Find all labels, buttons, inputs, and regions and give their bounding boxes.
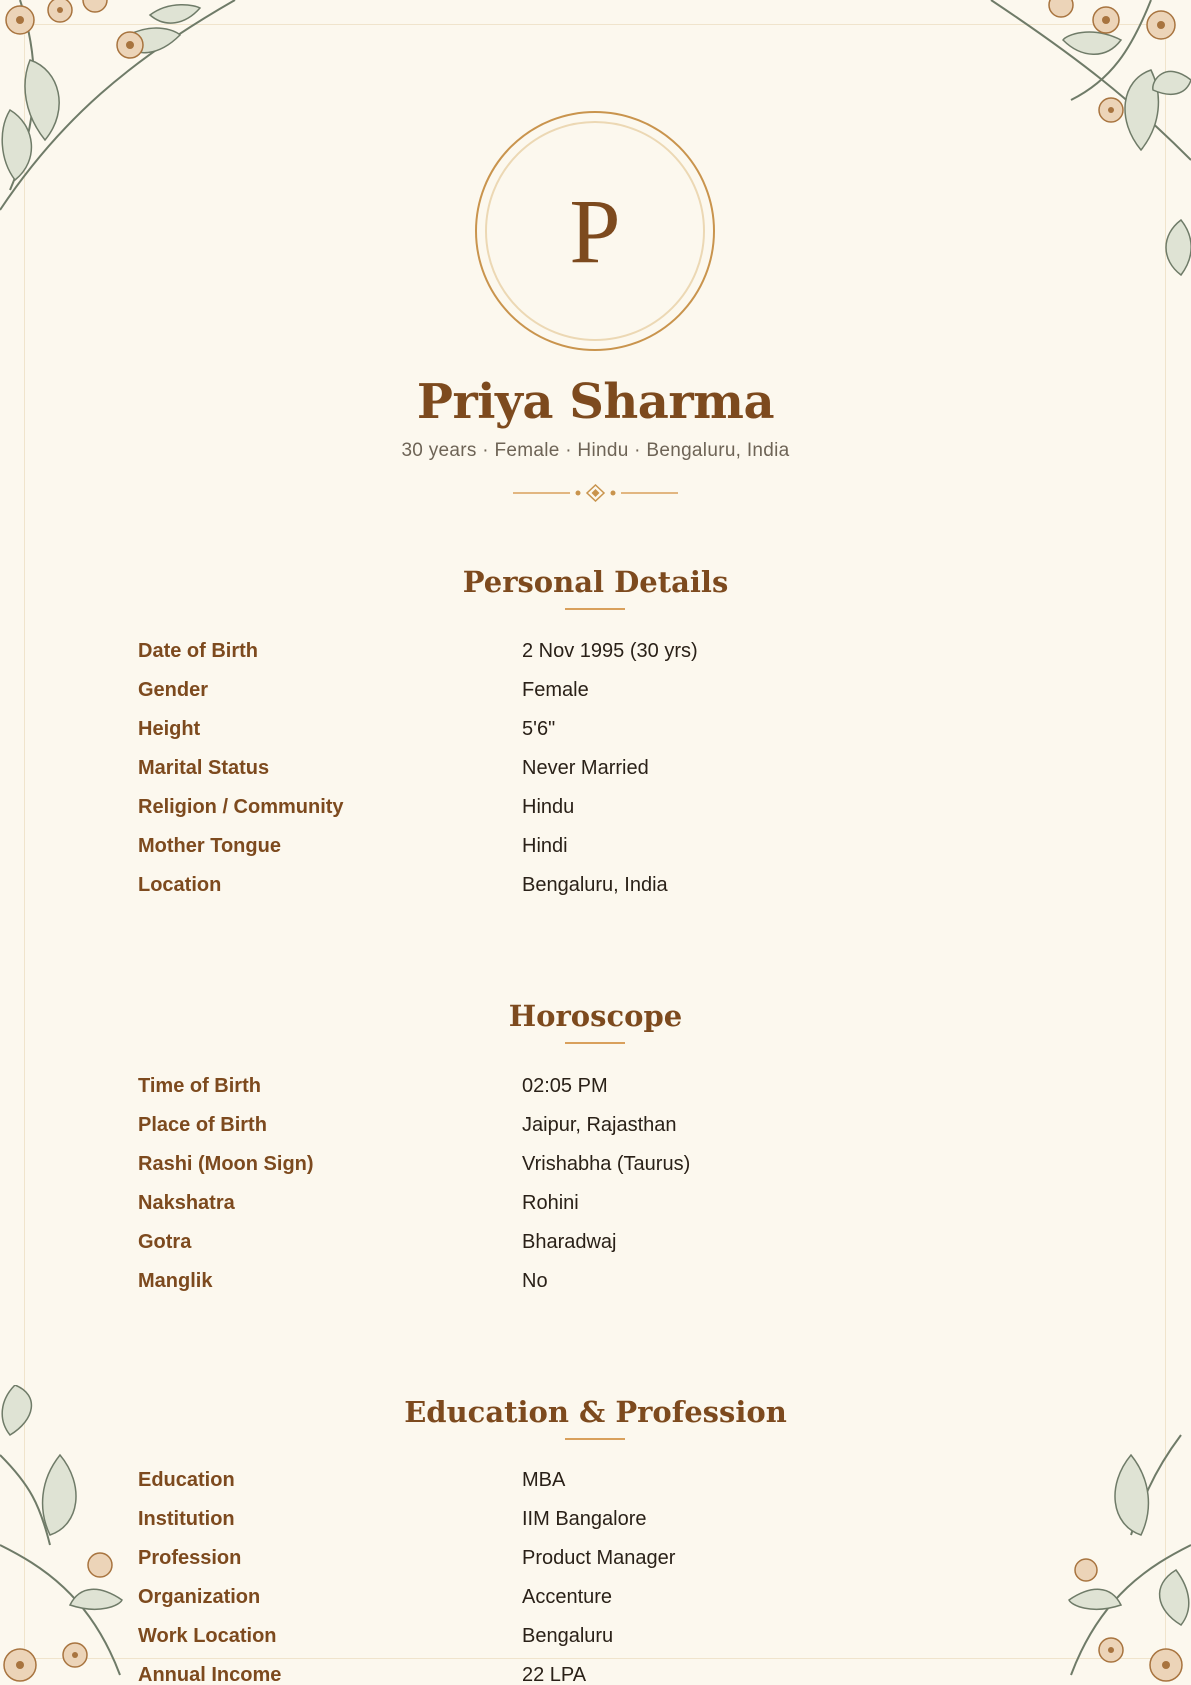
monogram-badge [475, 111, 715, 351]
detail-label: Nakshatra [138, 1192, 235, 1214]
detail-row-mother-tongue [138, 827, 1038, 866]
floral-ornament-icon [951, 0, 1191, 280]
floral-ornament-icon [0, 0, 240, 280]
detail-row-height [138, 710, 1038, 749]
monogram-initial: P [569, 180, 621, 282]
detail-row-place-of-birth [138, 1106, 1038, 1145]
detail-value: 22 LPA [522, 1664, 587, 1685]
detail-row-marital-status [138, 749, 1038, 788]
detail-label: Organization [138, 1586, 261, 1608]
floral-ornament-icon [1061, 1385, 1191, 1685]
detail-row-education [138, 1461, 1038, 1500]
detail-label: Height [138, 718, 201, 740]
detail-label: Profession [138, 1547, 242, 1569]
detail-value: Bengaluru, India [522, 874, 668, 896]
section-underline [565, 1438, 625, 1440]
detail-label: Place of Birth [138, 1114, 267, 1136]
profile-name: Priya Sharma [416, 374, 775, 430]
horoscope-details-list [138, 1067, 1038, 1301]
detail-label: Religion / Community [138, 796, 344, 818]
detail-row-manglik [138, 1262, 1038, 1301]
divider-ornament-icon [513, 484, 678, 502]
detail-label: Rashi (Moon Sign) [138, 1153, 314, 1175]
detail-value: Jaipur, Rajasthan [522, 1114, 677, 1136]
detail-label: Institution [138, 1508, 235, 1530]
section-title-education-profession: Education & Profession [404, 1395, 787, 1429]
detail-value: 02:05 PM [522, 1075, 608, 1097]
detail-row-organization [138, 1578, 1038, 1617]
detail-value: Accenture [522, 1586, 613, 1608]
detail-value: Hindi [522, 835, 568, 857]
detail-value: IIM Bangalore [522, 1508, 647, 1530]
detail-row-location [138, 866, 1038, 905]
detail-value: Never Married [522, 757, 649, 779]
section-title-personal-details: Personal Details [462, 565, 729, 599]
section-underline [565, 608, 625, 610]
detail-row-work-location [138, 1617, 1038, 1656]
detail-value: Vrishabha (Taurus) [522, 1153, 691, 1175]
detail-label: Gotra [138, 1231, 192, 1253]
detail-label: Work Location [138, 1625, 277, 1647]
detail-value: Product Manager [522, 1547, 676, 1569]
detail-row-gotra [138, 1223, 1038, 1262]
detail-row-gender [138, 671, 1038, 710]
floral-ornament-icon [0, 1385, 130, 1685]
detail-value: 2 Nov 1995 (30 yrs) [522, 640, 698, 662]
floral-corner-top-right [951, 0, 1191, 280]
section-underline [565, 1042, 625, 1044]
detail-label: Mother Tongue [138, 835, 281, 857]
detail-value: Female [522, 679, 589, 701]
detail-label: Gender [138, 679, 209, 701]
detail-row-profession [138, 1539, 1038, 1578]
detail-value: Bengaluru [522, 1625, 614, 1647]
profile-tagline: 30 years · Female · Hindu · Bengaluru, India [401, 440, 790, 461]
detail-row-annual-income [138, 1656, 1038, 1685]
detail-row-date-of-birth [138, 632, 1038, 671]
detail-label: Date of Birth [138, 640, 258, 662]
floral-corner-top-left [0, 0, 240, 280]
detail-row-rashi [138, 1145, 1038, 1184]
floral-corner-bottom-left [0, 1385, 130, 1685]
detail-row-religion [138, 788, 1038, 827]
detail-value: Rohini [522, 1192, 579, 1214]
detail-row-nakshatra [138, 1184, 1038, 1223]
detail-label: Annual Income [138, 1664, 282, 1685]
personal-details-list [138, 632, 1038, 905]
detail-value: No [522, 1270, 548, 1292]
detail-label: Manglik [138, 1270, 213, 1292]
section-title-horoscope: Horoscope [508, 999, 683, 1033]
education-details-list [138, 1461, 1038, 1685]
detail-row-time-of-birth [138, 1067, 1038, 1106]
floral-corner-bottom-right [1061, 1385, 1191, 1685]
detail-label: Education [138, 1469, 235, 1491]
detail-value: Bharadwaj [522, 1231, 617, 1253]
detail-value: MBA [522, 1469, 566, 1491]
detail-value: Hindu [522, 796, 575, 818]
detail-label: Time of Birth [138, 1075, 261, 1097]
detail-row-institution [138, 1500, 1038, 1539]
detail-label: Location [138, 874, 222, 896]
detail-value: 5'6" [522, 718, 556, 740]
detail-label: Marital Status [138, 757, 270, 779]
